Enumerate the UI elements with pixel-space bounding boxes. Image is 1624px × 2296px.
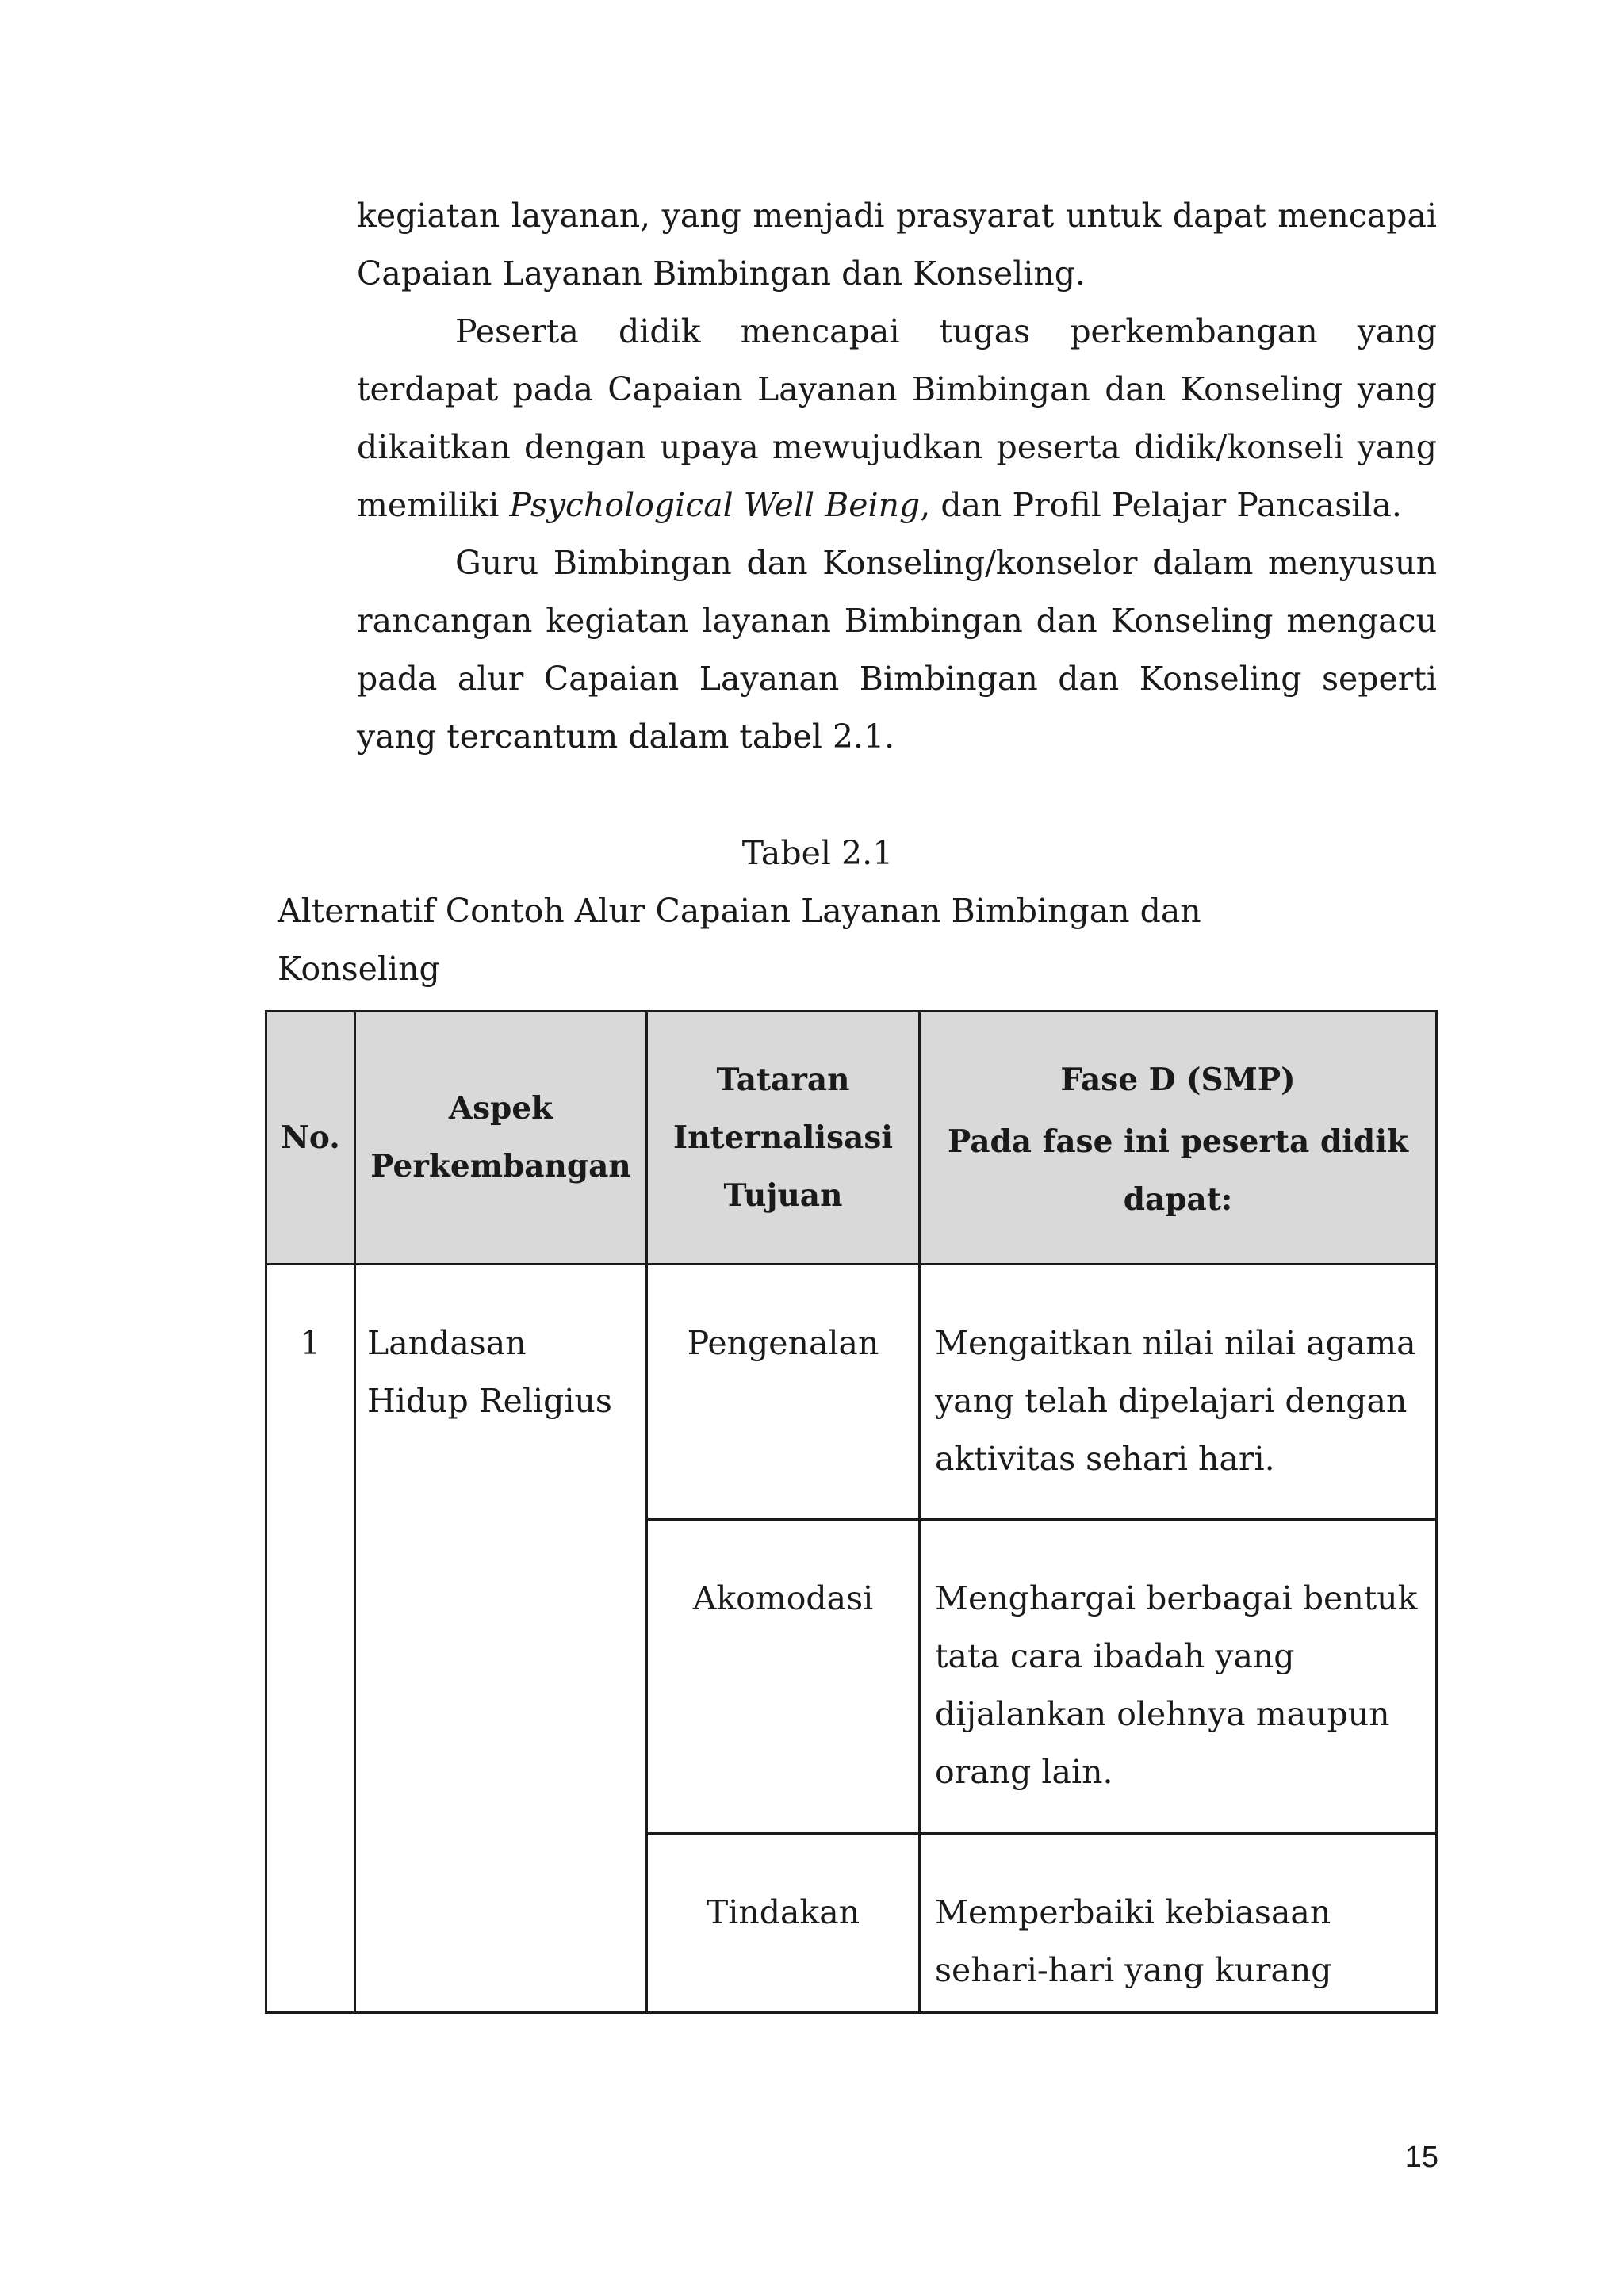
table-row	[266, 1265, 1437, 1520]
body-text	[357, 187, 1437, 766]
header-aspek: Aspek Perkembangan	[355, 1012, 647, 1265]
header-fase-subtitle: Pada fase ini peserta didik dapat:	[947, 1123, 1409, 1218]
cell-tataran: Pengenalan	[647, 1265, 920, 1520]
paragraph-2-italic-term: Psychological Well Being	[509, 486, 921, 524]
page-number: 15	[1404, 2141, 1438, 2174]
header-tataran: Tataran Internalisasi Tujuan	[647, 1012, 920, 1265]
paragraph-2-end: , dan Profil Pelajar Pancasila.	[920, 486, 1402, 524]
header-no: No.	[266, 1012, 355, 1265]
header-fase	[920, 1012, 1437, 1265]
cell-description: Menghargai berbagai bentuk tata cara ibadah yang dijalankan olehnya maupun orang lain.	[920, 1520, 1437, 1834]
table-label: Tabel 2.1	[741, 834, 894, 872]
cell-no: 1	[266, 1265, 355, 2013]
paragraph-2	[357, 303, 1437, 534]
cell-description: Mengaitkan nilai nilai agama yang telah dipelajari dengan aktivitas sehari hari.	[920, 1265, 1437, 1520]
table-header-row	[266, 1012, 1437, 1265]
cell-tataran: Akomodasi	[647, 1520, 920, 1834]
cell-tataran: Tindakan	[647, 1834, 920, 2013]
table-title: Alternatif Contoh Alur Capaian Layanan Bimbingan dan Konseling	[278, 892, 1201, 988]
paragraph-3: Guru Bimbingan dan Konseling/konselor dalam menyusun rancangan kegiatan layanan Bimbingan dan Konseling mengacu pada alur Capaian Layanan Bimbingan dan Konseling seperti yang tercantum dalam tabel 2.1.	[357, 544, 1437, 756]
paragraph-1: kegiatan layanan, yang menjadi prasyarat untuk dapat mencapai Capaian Layanan Bimbingan dan Konseling.	[357, 197, 1437, 293]
paragraph-2-start: Peserta didik mencapai tugas perkembangan yang terdapat pada Capaian Layanan Bimbingan dan Konseling yang dikaitkan dengan upaya mewujudkan peserta didik/konseli yang memiliki	[357, 312, 1437, 524]
cell-aspek: Landasan Hidup Religius	[355, 1265, 647, 2013]
capaian-table	[265, 1010, 1438, 2014]
cell-description: Memperbaiki kebiasaan sehari-hari yang kurang	[920, 1834, 1437, 2013]
header-fase-title: Fase D (SMP)	[1060, 1062, 1296, 1098]
